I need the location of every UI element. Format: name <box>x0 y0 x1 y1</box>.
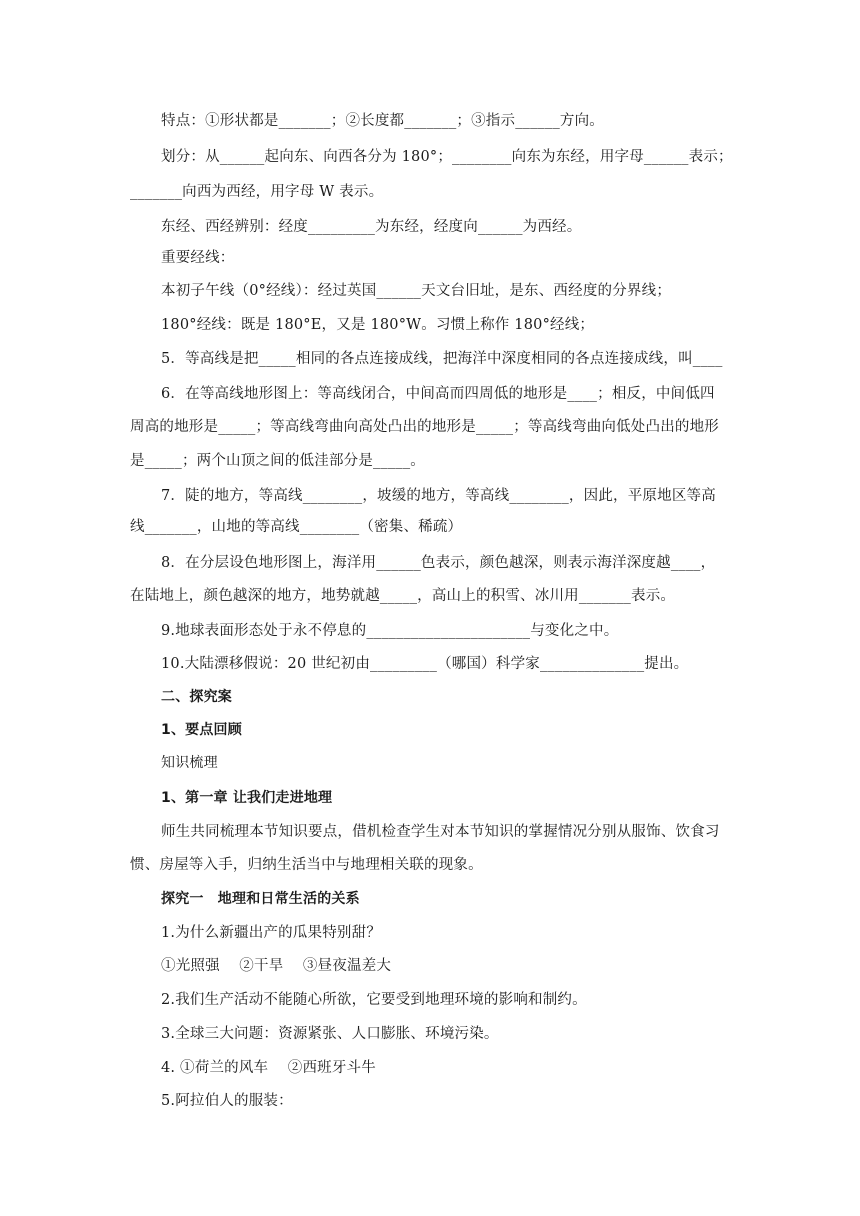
question-9: 9.地球表面形态处于永不停息的______________________与变化之中。 <box>161 623 619 639</box>
division-line-cont: _______向西为西经，用字母 W 表示。 <box>130 184 384 200</box>
prime-meridian-line: 本初子午线（0°经线）：经过英国______天文台旧址，是东、西经度的分界线； <box>161 283 672 299</box>
inquiry-1-heading: 探究一 地理和日常生活的关系 <box>161 891 360 907</box>
item-1: 1.为什么新疆出产的瓜果特别甜？ <box>161 925 382 941</box>
paragraph-review-cont: 惯、房屋等入手，归纳生活当中与地理相关联的现象。 <box>130 857 483 873</box>
question-8-cont: 在陆地上，颜色越深的地方，地势就越_____，高山上的积雪、冰川用_______表示。 <box>130 588 676 604</box>
feature-line: 特点：①形状都是_______；②长度都_______；③指示______方向。 <box>161 113 604 129</box>
question-8: 8．在分层设色地形图上，海洋用______色表示，颜色越深，则表示海洋深度越____， <box>161 555 716 571</box>
question-7-cont: 线_______，山地的等高线________（密集、稀疏） <box>130 519 463 535</box>
item-2: 2.我们生产活动不能随心所欲，它要受到地理环境的影响和制约。 <box>161 992 587 1008</box>
division-line: 划分：从______起向东、向西各分为 180°；________向东为东经，用字母______表示； <box>161 149 733 165</box>
question-7: 7．陡的地方，等高线________，坡缓的地方，等高线________，因此，平原地区等高 <box>161 488 716 504</box>
subheading-knowledge: 知识梳理 <box>161 755 218 771</box>
chapter-heading: 1、第一章 让我们走进地理 <box>161 790 333 806</box>
question-6-cont-1: 周高的地形是_____；等高线弯曲向高处凸出的地形是_____；等高线弯曲向低处凸出的地形 <box>130 419 719 435</box>
subheading-key-points: 1、要点回顾 <box>161 722 242 738</box>
paragraph-review: 师生共同梳理本节知识要点，借机检查学生对本节知识的掌握情况分别从服饰、饮食习 <box>161 824 720 840</box>
item-1-answer: ①光照强 ②干旱 ③昼夜温差大 <box>161 958 392 974</box>
question-6-cont-2: 是_____；两个山顶之间的低洼部分是_____。 <box>130 453 425 469</box>
question-10: 10.大陆漂移假说：20 世纪初由_________（哪国）科学家______________提出。 <box>161 656 689 672</box>
item-3: 3.全球三大问题：资源紧张、人口膨胀、环境污染。 <box>161 1026 499 1042</box>
section-heading-inquiry: 二、探究案 <box>161 689 232 705</box>
east-west-distinguish: 东经、西经辨别：经度_________为东经，经度向______为西经。 <box>161 219 582 235</box>
item-4: 4. ①荷兰的风车 ②西班牙斗牛 <box>161 1060 376 1076</box>
item-5: 5.阿拉伯人的服装： <box>161 1093 293 1109</box>
meridian-180-line: 180°经线：既是 180°E，又是 180°W。习惯上称作 180°经线； <box>161 317 595 333</box>
question-5: 5．等高线是把_____相同的各点连接成线，把海洋中深度相同的各点连接成线，叫____ <box>161 351 723 367</box>
question-6: 6．在等高线地形图上：等高线闭合，中间高而四周低的地形是____；相反，中间低四 <box>161 386 715 402</box>
important-meridians-heading: 重要经线： <box>161 250 235 266</box>
